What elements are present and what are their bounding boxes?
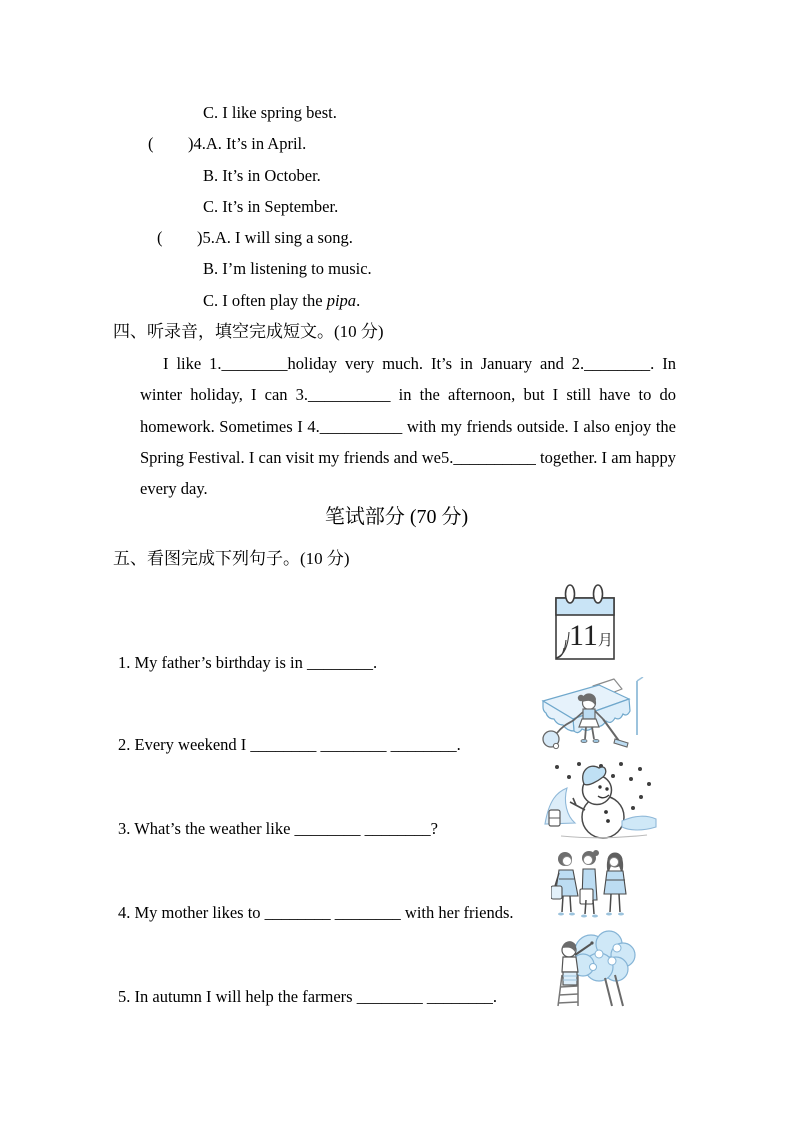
mc-question-4 — [148, 128, 568, 159]
snow-drift-right — [622, 816, 656, 830]
mc-option-text: C. I often play the — [203, 290, 327, 310]
calendar-month-label: 11月 — [569, 619, 613, 652]
mc-option-text: C. I like spring best. — [203, 103, 337, 122]
mc-option-text-tail: . — [356, 290, 361, 310]
answer-bracket: ( — [157, 228, 163, 248]
mc-option — [148, 160, 568, 191]
section5-heading: 五、看图完成下列句子。(10 分) — [113, 549, 350, 568]
question-sentence-5: 5. In autumn I will help the farmers ________ ________. — [118, 987, 497, 1006]
mc-option-text: )5.A. I will sing a song. — [197, 228, 353, 248]
mc-option — [148, 97, 568, 128]
mc-question-5 — [148, 222, 568, 253]
mc-option-text: C. It’s in September. — [203, 196, 339, 216]
answer-bracket: ( — [148, 134, 154, 154]
mc-option-text: )4.A. It’s in April. — [188, 134, 307, 154]
tree-crown — [572, 931, 635, 981]
handbag — [551, 886, 562, 899]
section4-heading: 四、听录音，填空完成短文。(10 分) — [113, 322, 384, 341]
listening-mc-options — [148, 97, 568, 316]
calendar-ring — [566, 585, 575, 603]
question-sentence-1: 1. My father’s birthday is in ________. — [118, 653, 378, 672]
calendar-ring — [594, 585, 603, 603]
question-sentence-4: 4. My mother likes to ________ ________ with her friends. — [118, 903, 514, 922]
cloze-line: Spring Festival. I can visit my friends and we5.__________ together. I am happy — [140, 447, 676, 467]
cloze-line: every day. — [140, 479, 208, 499]
question-sentence-2: 2. Every weekend I ________ ________ ________. — [118, 735, 461, 754]
mc-option — [148, 191, 568, 222]
snowman-image — [543, 760, 661, 842]
girl-skirt — [579, 719, 599, 727]
cloze-line: winter holiday, I can 3.__________ in the afternoon, but I still have to do — [140, 385, 676, 405]
written-part-heading: 笔试部分 (70 分) — [324, 506, 469, 528]
woman-2 — [580, 850, 599, 918]
boy-picking-fruit-tree-image — [549, 929, 641, 1007]
snowman-arm — [570, 798, 585, 810]
mc-option-italic-word: pipa — [326, 290, 357, 310]
mc-option-text: B. It’s in October. — [203, 165, 321, 185]
mc-option — [148, 253, 568, 284]
mc-option — [148, 285, 568, 316]
cloze-line: homework. Sometimes I 4.__________ with my friends outside. I also enjoy the — [140, 416, 676, 436]
question-sentence-3: 3. What’s the weather like ________ ________? — [118, 819, 439, 838]
cloze-passage — [140, 348, 676, 504]
three-women-shopping-image — [551, 846, 631, 926]
cloze-line: I like 1.________holiday very much. It’s in January and 2.________. In — [163, 354, 676, 373]
girl-vacuuming-bedroom-image — [537, 677, 645, 755]
woman-1 — [551, 852, 578, 916]
girl-shirt — [583, 709, 595, 719]
vacuum-nozzle — [614, 739, 628, 747]
calendar-november-image — [552, 582, 618, 664]
mc-option-text: B. I’m listening to music. — [203, 259, 372, 279]
woman-3 — [604, 853, 626, 916]
